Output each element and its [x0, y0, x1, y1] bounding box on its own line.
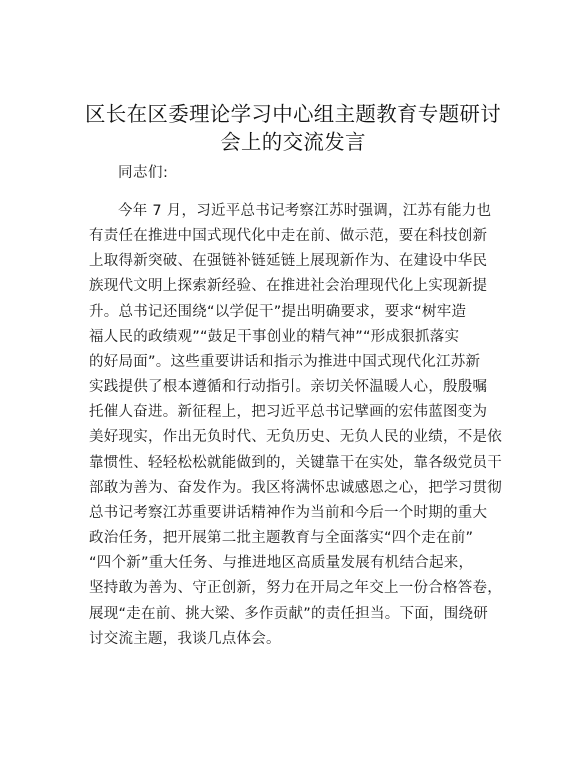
paragraph-line: 福人民的政绩观”“鼓足干事创业的精气神”“形成狠抓落实	[89, 328, 460, 345]
paragraph-line: 有责任在推进中国式现代化中走在前、做示范，要在科技创新	[89, 228, 488, 245]
paragraph-line: 的好局面”。这些重要讲话和指示为推进中国式现代化江苏新	[89, 353, 481, 370]
paragraph-line: 部敢为善为、奋发作为。我区将满怀忠诚感恩之心，把学习贯彻	[89, 479, 502, 496]
title-line: 区长在区委理论学习中心组主题教育专题研讨	[85, 102, 501, 126]
paragraph-line: 今年 7 月，习近平总书记考察江苏时强调，江苏有能力也	[118, 203, 492, 219]
paragraph-line: “四个新”重大任务、与推进地区高质量发展有机结合起来，	[89, 555, 474, 572]
paragraph-line: 实践提供了根本遵循和行动指引。亲切关怀温暖人心，殷殷嘱	[89, 379, 488, 396]
paragraph-line: 靠惯性、轻轻松松就能做到的，关键靠干在实处，靠各级党员干	[89, 454, 502, 471]
document-title	[60, 100, 526, 156]
salutation: 同志们:	[118, 165, 169, 181]
paragraph-line: 展现“走在前、挑大梁、多作贡献”的责任担当。下面，围绕研	[89, 605, 489, 622]
paragraph-line: 总书记考察江苏重要讲话精神作为当前和今后一个时期的重大	[89, 504, 488, 521]
paragraph-line: 讨交流主题，我谈几点体会。	[89, 630, 281, 647]
paragraph-line: 坚持敢为善为、守正创新，努力在开局之年交上一份合格答卷，	[89, 580, 502, 597]
title-line: 会上的交流发言	[220, 130, 366, 154]
paragraph-line: 托催人奋进。新征程上，把习近平总书记擘画的宏伟蓝图变为	[89, 404, 488, 421]
paragraph-line: 政治任务，把开展第二批主题教育与全面落实“四个走在前”	[89, 530, 474, 547]
paragraph-line: 族现代文明上探索新经验、在推进社会治理现代化上实现新提	[89, 278, 488, 295]
body-paragraph	[89, 199, 519, 652]
paragraph-line: 升。总书记还围绕“以学促干”提出明确要求，要求“树牢造	[89, 303, 467, 320]
paragraph-line: 上取得新突破、在强链补链延链上展现新作为、在建设中华民	[89, 253, 488, 270]
paragraph-line: 美好现实，作出无负时代、无负历史、无负人民的业绩，不是依	[89, 429, 502, 446]
